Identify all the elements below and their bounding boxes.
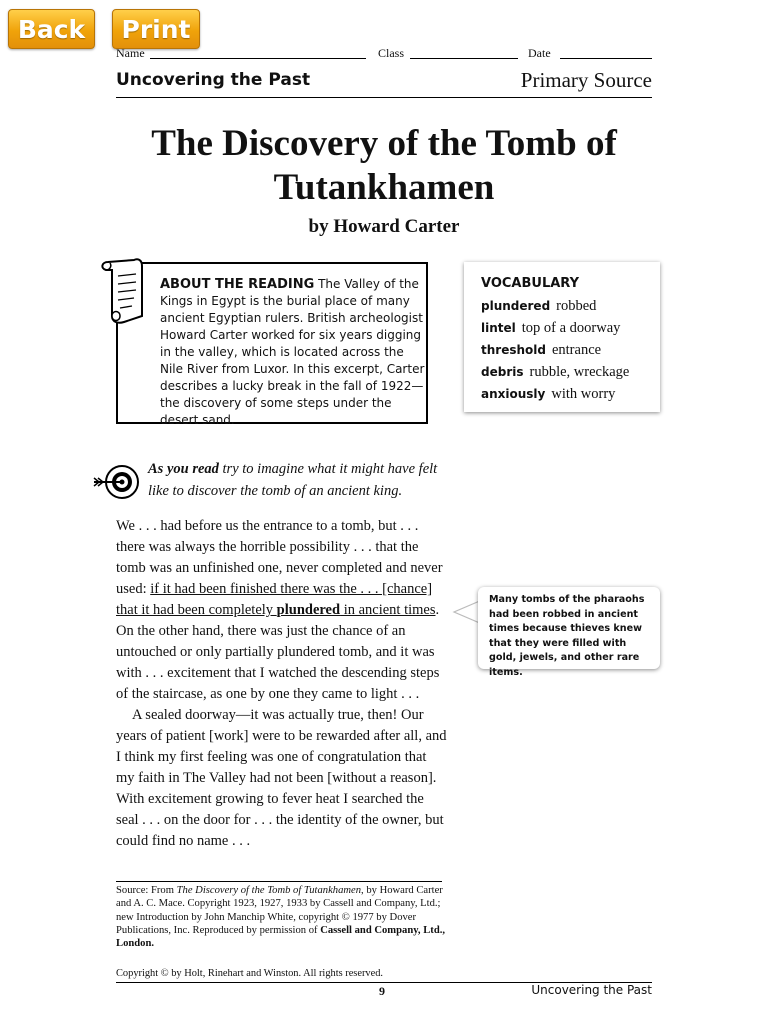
header-rule	[116, 97, 652, 98]
copyright-notice: Copyright © by Holt, Rinehart and Winston. All rights reserved.	[116, 968, 384, 979]
footer-section-title: Uncovering the Past	[531, 983, 652, 997]
target-icon	[92, 458, 140, 506]
page-number: 9	[379, 984, 385, 998]
vocab-item: plundered robbed	[481, 298, 597, 314]
excerpt-paragraph-2: A sealed doorway—it was actually true, then! Our years of patient [work] were to be rewarded after all, and I think my first feeling was one of congratulation that my faith in The Valley had not been [without a reason]. With excitement growing to fever heat I searched the seal . . . on the door for . . . the identity of the owner, but could find no name . . .	[116, 707, 447, 849]
margin-note: Many tombs of the pharaohs had been robbed in ancient times because thieves knew that they were filled with gold, jewels, and other rare items.	[478, 587, 660, 669]
about-text: The Valley of the Kings in Egypt is the burial place of many ancient Egyptian rulers. British archeologist Howard Carter worked for six years digging in the valley, which is located across the Nile River from Luxor. In this excerpt, Carter describes a lucky break in the fall of 1922—the discovery of some steps under the desert sand.	[160, 277, 425, 427]
highlighted-passage: if it had been finished there was the . . . [chance] that it had been completely plundered in ancient times	[116, 581, 436, 618]
section-type: Primary Source	[520, 68, 652, 92]
excerpt-body	[116, 516, 448, 852]
source-citation: Source: From The Discovery of the Tomb of Tutankhamen, by Howard Carter and A. C. Mace. Copyright 1923, 1927, 1933 by Cassell and Company, Ltd.; new Introduction by John Manchip White, copyright © 1977 by Dover Publications, Inc. Reproduced by permission of Cassell and Company, Ltd., London.	[116, 885, 446, 950]
vocab-item: threshold entrance	[481, 342, 602, 358]
vocab-item: debris rubble, wreckage	[481, 364, 630, 380]
date-blank	[560, 46, 652, 59]
name-blank	[150, 46, 366, 59]
as-you-read-prompt: As you read try to imagine what it might have felt like to discover the tomb of an ancient king.	[148, 461, 438, 499]
class-label: Class	[378, 46, 405, 60]
about-the-reading-box	[116, 262, 428, 427]
date-label: Date	[528, 46, 551, 60]
name-label: Name	[116, 46, 145, 60]
source-rule	[116, 881, 442, 882]
vocab-item: lintel top of a doorway	[481, 320, 621, 336]
page-title: The Discovery of the Tomb of Tutankhamen	[151, 123, 617, 208]
about-heading: ABOUT THE READING	[160, 277, 315, 292]
vocab-item: anxiously with worry	[481, 386, 616, 402]
back-button[interactable]: Back	[8, 9, 95, 49]
print-button[interactable]: Print	[112, 9, 200, 49]
class-blank	[410, 46, 518, 59]
excerpt-paragraph-1: We . . . had before us the entrance to a tomb, but . . . there was always the horrible possibility . . . that the tomb was an unfinished one, never completed and never used: if it had been finished there was the . . . [chance] that it had been completely plundered in ancient times. On the other hand, there was just the chance of an untouched or only partially plundered tomb, and it was with . . . excitement that I watched the descending steps of the staircase, as one by one they came to light . . .	[116, 518, 443, 702]
scroll-icon	[98, 254, 148, 326]
vocabulary-box	[464, 262, 660, 412]
byline: by Howard Carter	[308, 216, 460, 237]
vocabulary-heading: VOCABULARY	[481, 276, 580, 291]
section-title: Uncovering the Past	[116, 70, 311, 90]
